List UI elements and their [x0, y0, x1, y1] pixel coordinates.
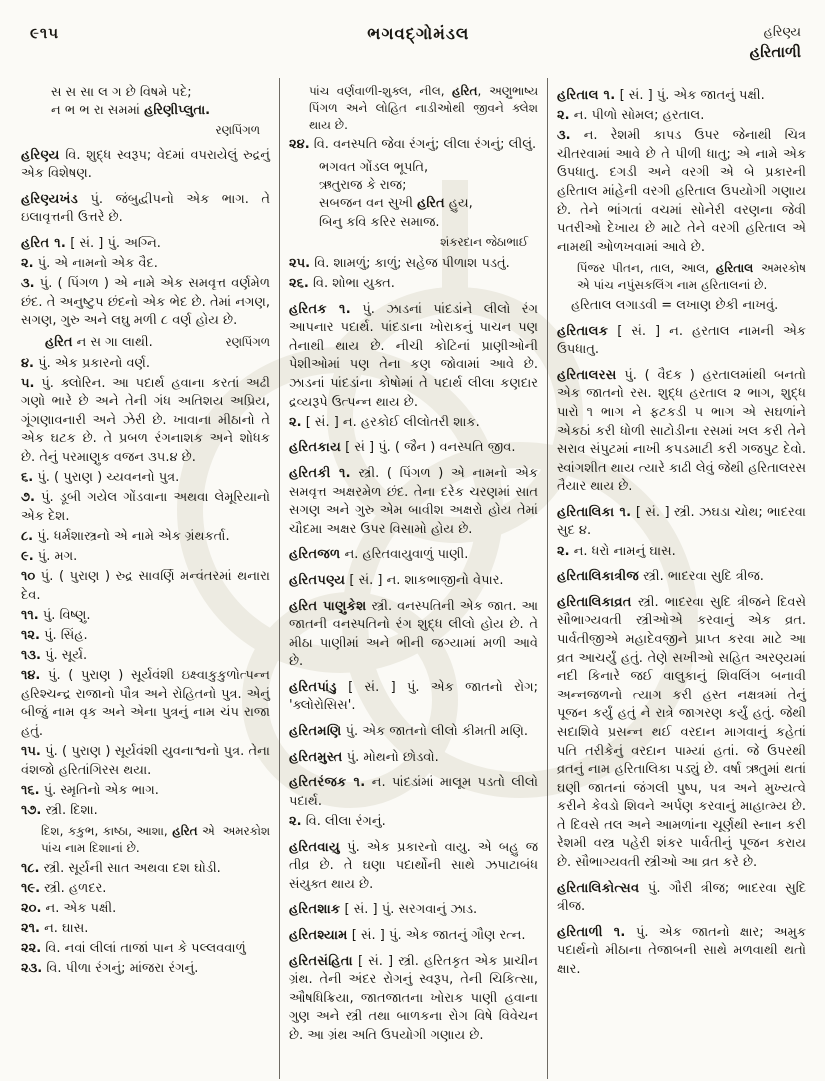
headword: હરિતશાક — [289, 902, 341, 918]
sense-line: ૧૭. સ્ત્રી. દિશા. — [21, 802, 98, 818]
sense-line: ૨. ન. પીળો સોમલ; હરતાલ. — [557, 108, 705, 124]
headword: હરિતાલરસ — [557, 367, 617, 383]
headword: હરિતશ્યામ — [289, 927, 348, 943]
source-attribution: અમરકોશ — [222, 824, 270, 839]
column-right — [547, 78, 815, 1079]
headword: હરિતકાય — [289, 440, 342, 456]
sense-line: ૧૧. પું. વિષ્ણુ. — [21, 607, 91, 623]
guide-word-last: હરિતાળી — [749, 43, 801, 62]
page-number: ૯૧૫ — [30, 24, 60, 42]
headword: હરિતાળી ૧. — [557, 924, 626, 940]
headword: હરિતસંહિતા — [289, 953, 353, 969]
sense-number: ૨. — [289, 414, 302, 430]
sense-line: ૨. વિ. લીલા રંગનું. — [289, 813, 386, 829]
sense-number: ૬. — [21, 470, 34, 486]
sense-number: ૧૪. — [21, 668, 41, 684]
verse-line: બિનુ કવિ કરિર સમાજ. — [319, 214, 440, 230]
headword: હરિતાલિકા ૧. — [557, 504, 632, 520]
sense-number: ૨. — [557, 543, 570, 559]
headword: હરિતકી ૧. — [289, 465, 351, 481]
quote-text: હરિતાલ લગાડવી = લખાણ છેકી નાખવું. — [571, 297, 779, 313]
sense-number: ૧૨. — [21, 627, 40, 643]
sense-line: ૪. પું. એક પ્રકારનો વર્ણ. — [21, 355, 151, 371]
dictionary-entry: હરિણ્યખંડ પું. જંબુદ્વીપનો એક ભાગ. તે ઇલાવૃત્તની ઉત્તરે છે. — [21, 191, 270, 226]
source-attribution: અમરકોષ — [761, 261, 806, 276]
sense-line: ૧૨. પું. સિંહ. — [21, 627, 88, 643]
dictionary-entry: હરિત ૧. [ સં. ] પું. અગ્નિ. — [21, 235, 161, 251]
sense-line: ૨૦. ન. એક પક્ષી. — [21, 901, 117, 917]
sense-number: ૨૧. — [21, 921, 40, 937]
sense-line: ૧૪. પું. ( પુરાણ ) સૂર્યવંશી ઇક્ષ્વાકુકુળોત્પન્ન હરિશ્ચન્દ્ર રાજાનો પૌત્ર અને રોહિતનો પુત્ર. એનું બીજું નામ વૃક અને એના પુત્રનું નામ ચંપ રાજા હતું. — [21, 668, 270, 739]
sense-line: ૨૬. વિ. શોભા યુક્ત. — [289, 276, 395, 292]
headword: હરિતાલ ૧. — [557, 88, 616, 103]
sense-number: ૧૩. — [21, 647, 41, 663]
dictionary-entry: હરિતાલક [ સં. ] ન. હરતાલ નામની એક ઉપધાતુ. — [557, 323, 806, 358]
sense-number: ૯. — [21, 548, 34, 564]
dictionary-entry: હરિતપણ્ય [ સં. ] ન. શાકભાજીનો વેપાર. — [289, 572, 504, 588]
dictionary-entry: હરિતાલિકોત્સવ પું. ગૌરી ત્રીજ; ભાદરવા સુદિ ત્રીજ. — [557, 880, 806, 915]
headword: હરિણ્ય — [21, 147, 60, 163]
dictionary-entry: હરિતરંજક ૧. ન. પાંદડાંમાં માલૂમ પડતો લીલો પદાર્થ. — [289, 775, 538, 809]
sense-number: ૪. — [21, 355, 34, 371]
sense-number: ૨૨. — [21, 941, 42, 957]
verse-line: ઋતુરાજ કે રાજ; — [319, 178, 407, 194]
dictionary-entry: હરિતવાયુ પું. એક પ્રકારનો વાયુ. એ બહુ જ તીવ્ર છે. તે ઘણા પદાર્થોની સાથે ઝપાટાબંધ સંયુક્ત થાય છે. — [289, 839, 538, 892]
dictionary-entry: હરિતપાંડુ [ સં. ] પું. એક જાતનો રોગ; 'ક્લોરોસિસ'. — [289, 679, 538, 714]
sense-number: ૮. — [21, 528, 34, 544]
sense-number: ૧૭. — [21, 802, 42, 818]
text-columns — [12, 78, 815, 1079]
sense-line: ૬. પું. ( પુરાણ ) ચ્યવનનો પુત્ર. — [21, 470, 180, 486]
sense-number: ૧૦ — [21, 569, 36, 585]
verse-line: ભગવત ગોંડલ ભૂપતિ, — [319, 159, 429, 175]
dictionary-entry: હરિતાલિકાવ્રત સ્ત્રી. ભાદરવા સુદિ ત્રીજને દિવસે સૌભાગ્યવતી સ્ત્રીઓએ કરવાનું એક વ્રત. પાર્વતીજીએ મહાદેવજીને પ્રાપ્ત કરવા માટે આ વ્રત આચર્યું હતું. તેણે સખીઓ સહિત અરણ્યમાં નદી કિનારે જઈ વાલુકાનું શિવલિંગ બનાવી અન્નજળનો ત્યાગ કરી હસ્ત નક્ષત્રમાં તેનું પૂજન કર્યું હતું ને રાત્રે જાગરણ કર્યું હતું. જેથી સદાશિવે પ્રસન્ન થઈ વરદાન માગવાનું કહેતાં પતિ તરીકેનું વરદાન પામ્યાં હતાં. જે ઉપરથી વ્રતનું નામ હરિતાલિકા પડ્યું છે. વર્ષા ઋતુમાં થતાં ઘણી જાતનાં જંગલી પુષ્પ, પત્ર અને મુખ્યત્વે કરીને કેવડો શિવને અર્પણ કરવાનું માહાત્મ્ય છે. તે દિવસે તલ અને આમળાંના ચૂર્ણથી સ્નાન કરી રેશમી વસ્ત્ર પહેરી શંકર પાર્વતીનું પૂજન કરાય છે. સૌભાગ્યવતી સ્ત્રીઓ આ વ્રત કરે છે. — [557, 594, 806, 871]
dictionary-entry: હરિત પાણુકેશ સ્ત્રી. વનસ્પતિની એક જાત. આ જાતની વનસ્પતિનો રંગ શુદ્ધ લીલો હોય છે. તે મીઠા પાણીમાં અને ભીની જગ્યામાં મળી આવે છે. — [289, 598, 539, 670]
headword: હરિતમણિ — [289, 724, 342, 740]
sense-line: ૧૬. પું. સ્મૃતિનો એક ભાગ. — [21, 782, 159, 798]
sense-number: ૫. — [21, 375, 35, 391]
sense-line: ૨૫. વિ. શામળું; કાળું; સહેજ પીળાશ પડતું. — [289, 256, 510, 271]
sense-number: ૨૫. — [289, 256, 311, 271]
headword: હરિતક ૧. — [289, 301, 351, 317]
sense-line: ૭. પું. ડૂબી ગયેલ ગોંડવાના અથવા લેમૂરિયાનો એક દેશ. — [21, 490, 270, 524]
sense-number: ૧૯. — [21, 880, 41, 896]
headword: હરિતાલક — [557, 323, 609, 339]
sense-line: ૨. [ સં. ] ન. હરકોઈ લીલોતરી શાક. — [289, 414, 480, 430]
sense-number: ૨૬. — [289, 276, 309, 292]
sense-line: ૨. ન. ધરો નામનું ઘાસ. — [557, 543, 676, 559]
dictionary-entry: હરિતમણિ પું. એક જાતનો લીલો કીમતી મણિ. — [289, 724, 528, 740]
headword: હરિતાલિકોત્સવ — [557, 880, 640, 896]
idiom-line — [571, 297, 806, 316]
sense-line: ૩. પું. ( પિંગળ ) એ નામે એક સમવૃત્ત વર્ણમેળ છંદ. તે અનુષ્ટુપ છંદનો એક ભેદ છે. તેમાં નગણ, સગણ, ગુરુ અને લઘુ મળી ૮ વર્ણ હોય છે. — [21, 276, 270, 329]
citation-quote — [41, 823, 270, 857]
verse-line: સ સ સા લ ગ છે વિષમે પદે; — [51, 85, 192, 100]
source-attribution: રણપિંગળ — [225, 334, 270, 349]
guide-words — [750, 24, 801, 63]
quote-text: પિંજર પીતન, તાલ, આલ, હરિતાલ એ પાંચ નપુંસકલિંગ નામ હરિતાલનાં છે. — [577, 261, 768, 293]
sense-line: ૫. પું. ક્લોરિન. આ પદાર્થ હવાના કરતાં અઢી ગણો ભારે છે અને તેની ગંધ અતિશય અપ્રિય, ગૂંગણાવનારી અને ઝેરી છે. ખાવાના મીઠાનો તે એક ઘટક છે. તે પ્રબળ રંગનાશક અને શોધક છે. તેનું પરમાણુક વજન ૩૫.૪ છે. — [21, 375, 270, 466]
sense-line: ૨૪. વિ. વનસ્પતિ જેવા રંગનું; લીલા રંગનું; લીલું. — [289, 137, 537, 153]
sense-line: ૧૫. પું. ( પુરાણ ) સૂર્યવંશી યુવનાશ્વનો પુત્ર. તેના વંશજો હરિતાંગિરસ થયા. — [21, 743, 270, 778]
book-title: ભગવદ્ગોમંડલ — [367, 24, 470, 43]
dictionary-entry: હરિતસંહિતા [ સં. ] સ્ત્રી. હરિતકૃત એક પ્રાચીન ગ્રંથ. તેની અંદર રોગનું સ્વરૂપ, તેની ચિકિત્સા, ઔષધિક્રિયા, જાતજાતના ખોરાક પાણી હવાના ગુણ અને સ્ત્રી તથા બાળકના રોગ વિષે વિવેચન છે. આ ગ્રંથ અતિ ઉપયોગી ગણાય છે. — [289, 953, 538, 1043]
sense-number: ૧૮. — [21, 860, 40, 876]
dictionary-entry: હરિતમુસ્ત પું. મોથનો છોડવો. — [289, 749, 439, 765]
sense-line: ૧૮. સ્ત્રી. સૂર્યની સાત અથવા દશ ઘોડી. — [21, 860, 221, 876]
sense-number: ૨. — [21, 256, 34, 272]
dictionary-entry: હરિતક ૧. પું. ઝાડનાં પાંદડાંને લીલો રંગ આપનાર પદાર્થ. પાંદડાના ખોરાકનું પાચન પણ તેનાથી થાય છે. નીચી કોટિનાં પ્રાણીઓની પેશીઓમાં પણ તેના કણ જોવામાં આવે છે. ઝાડનાં પાંદડાંના કોષોમાં તે પદાર્થ લીલા કણદાર દ્રવ્યરૂપે ઉત્પન્ન થાય છે. — [289, 301, 538, 410]
guide-word-first: હરિણ્ય — [763, 25, 801, 40]
dictionary-entry: હરિતશાક [ સં. ] પું. સરગવાનું ઝાડ. — [289, 902, 478, 918]
dictionary-entry: હરિતજળ ન. હરિતવાયુવાળું પાણી. — [289, 547, 469, 563]
sense-line: ૩. ન. રેશમી કાપડ ઉપર જેનાથી ચિત્ર ચીતરવામાં આવે છે તે પીળી ધાતુ; એ નામે એક ઉપધાતુ. દગડી અને વરગી એ બે પ્રકારની હરિતાલ માંહેની વરગી હરિતાલ ઉપયોગી ગણાય છે. તેને ભાંગતાં વચમાં સોનેરી વરણના જેવી પતરીઓ દેખાય છે માટે તેને વરગી હરિતાલ એ નામથી ઓળખવામાં આવે છે. — [557, 128, 806, 255]
citation-line — [45, 333, 270, 353]
verse-line: ન ભ ભ રા સમમાં હરિણીપ્લુતા. — [51, 103, 211, 119]
source-attribution: રણપિંગળ — [215, 123, 260, 138]
dictionary-entry: હરિણ્ય વિ. શુદ્ધ સ્વરૂપ; વેદમાં વપરાયેલું રુદ્રનું એક વિશેષણ. — [21, 147, 270, 182]
dictionary-entry: હરિતકી ૧. સ્ત્રી. ( પિંગળ ) એ નામનો એક સમવૃત્ત અક્ષરમેળ છંદ. તેના દરેક ચરણમાં સાત સગણ અને ગુરુ એમ બાવીશ અક્ષરો હોય તેમાં ચૌદમા અક્ષર ઉપર વિસામો હોય છે. — [289, 465, 538, 537]
sense-number: ૧૫. — [21, 743, 41, 759]
verse-line: સબજન વન સુખી હરિત હુય, — [319, 196, 473, 212]
headword: હરિતજળ — [289, 547, 341, 563]
sense-number: ૩. — [21, 276, 35, 292]
sense-line: ૧૩. પું. સૂર્ય. — [21, 647, 88, 663]
sense-line: ૨૧. ન. ઘાસ. — [21, 921, 89, 937]
headword: હરિણ્યખંડ — [21, 191, 79, 207]
dictionary-entry: હરિતાલિકા ૧. [ સં. ] સ્ત્રી. ઝઘડા ચોથ; ભાદરવા સુદ ૪. — [557, 504, 806, 539]
page-header — [0, 0, 825, 62]
headword: હરિતપાંડુ — [289, 679, 337, 695]
sense-number: ૨. — [289, 813, 302, 829]
sense-line: ૨૨. વિ. નવાં લીલાં તાજાં પાન કે પલ્લવવાળું — [21, 941, 246, 957]
headword: હરિતવાયુ — [289, 839, 340, 855]
sense-number: ૩. — [557, 128, 571, 144]
dictionary-entry: હરિતશ્યામ [ સં. ] પું. એક જાતનું ગૌણ રત્ન. — [289, 927, 526, 943]
sense-number: ૨૩. — [21, 961, 43, 977]
column-middle — [279, 78, 547, 1079]
citation-quote — [577, 260, 806, 294]
verse-block — [51, 84, 270, 140]
headword: હરિતાલિકાવ્રત — [557, 594, 632, 610]
sense-number: ૨૪. — [289, 137, 310, 153]
sense-line: ૨૩. વિ. પીળા રંગનું; માંજરા રંગનું. — [21, 961, 199, 977]
dictionary-entry: હરિતાળી ૧. પું. એક જાતનો ક્ષાર; અમુક પદાર્થનો મીઠાના તેજાબની સાથે મળવાથી થતો ક્ષાર. — [557, 924, 807, 978]
sense-line: ૨. પું. એ નામનો એક વૈદ. — [21, 256, 158, 272]
sense-line: ૧૦ પું. ( પુરાણ ) રુદ્ર સાવર્ણિ મન્વંતરમાં થનારા દેવ. — [21, 569, 270, 603]
dictionary-entry: હરિતાલિકાત્રીજ સ્ત્રી. ભાદરવા સુદિ ત્રીજ. — [557, 569, 764, 585]
sense-number: ૧૧. — [21, 607, 39, 623]
quote-text: હરિત ન સ ગા લાથી. — [45, 334, 153, 350]
dictionary-entry: હરિતાલરસ પું. ( વૈદક ) હરતાલમાંથી બનતો એક જાતનો રસ. શુદ્ધ હરતાલ ૨ ભાગ, શુદ્ધ પારો ૧ ભાગ ને ફટકડી ૫ ભાગ એ સઘળાંને એકઠાં કરી ધોળી સાટોડીના રસમાં ખલ કરી તેને સરાવ સંપુટમાં નાખી કપડમાટી કરી ગજપુટ દેવો. સ્વાંગશીત થાય ત્યારે કાઢી લેવું જેથી હરિતાલરસ તૈયાર થાય છે. — [557, 367, 806, 495]
source-attribution: શંકરદાન જેઠાભાઈ — [440, 234, 528, 249]
source-attribution: અણુભાષ્ય — [489, 84, 538, 98]
headword: હરિતાલિકાત્રીજ — [557, 569, 639, 585]
sense-number: ૨. — [557, 108, 570, 124]
headword: હરિતપણ્ય — [289, 572, 346, 588]
headword: હરિતમુસ્ત — [289, 749, 343, 765]
headword: હરિત પાણુકેશ — [289, 598, 367, 614]
sense-number: ૨૦. — [21, 901, 42, 917]
dictionary-entry: હરિતકાય [ સં ] પું. ( જૈન ) વનસ્પતિ જીવ. — [289, 440, 516, 456]
quote-text: પાંચ વર્ણવાળી-શુક્લ, નીલ, હરિત, પિંગળ અને લોહિત નાડીઓથી જીવને ક્લેશ થાય છે. — [309, 84, 538, 132]
verse-block — [319, 159, 538, 251]
headword: હરિત ૧. — [21, 235, 67, 251]
sense-line: ૯. પું. મગ. — [21, 548, 78, 564]
citation-quote — [309, 83, 538, 133]
sense-line: ૧૯. સ્ત્રી. હળદર. — [21, 880, 107, 896]
quote-text: દિશ, કકુભ, કાષ્ઠા, આશા, હરિત એ પાંચ નામ દિશાનાં છે. — [41, 824, 215, 856]
dictionary-entry: હરિતાલ ૧. [ સં. ] પું. એક જાતનું પક્ષી. — [557, 88, 765, 103]
sense-line: ૮. પું. ધર્મશાસ્ત્રનો એ નામે એક ગ્રંથકર્તા. — [21, 528, 230, 544]
sense-number: ૭. — [21, 490, 35, 506]
sense-number: ૧૬. — [21, 782, 40, 798]
headword: હરિતરંજક ૧. — [289, 775, 366, 791]
column-left — [12, 78, 279, 1079]
